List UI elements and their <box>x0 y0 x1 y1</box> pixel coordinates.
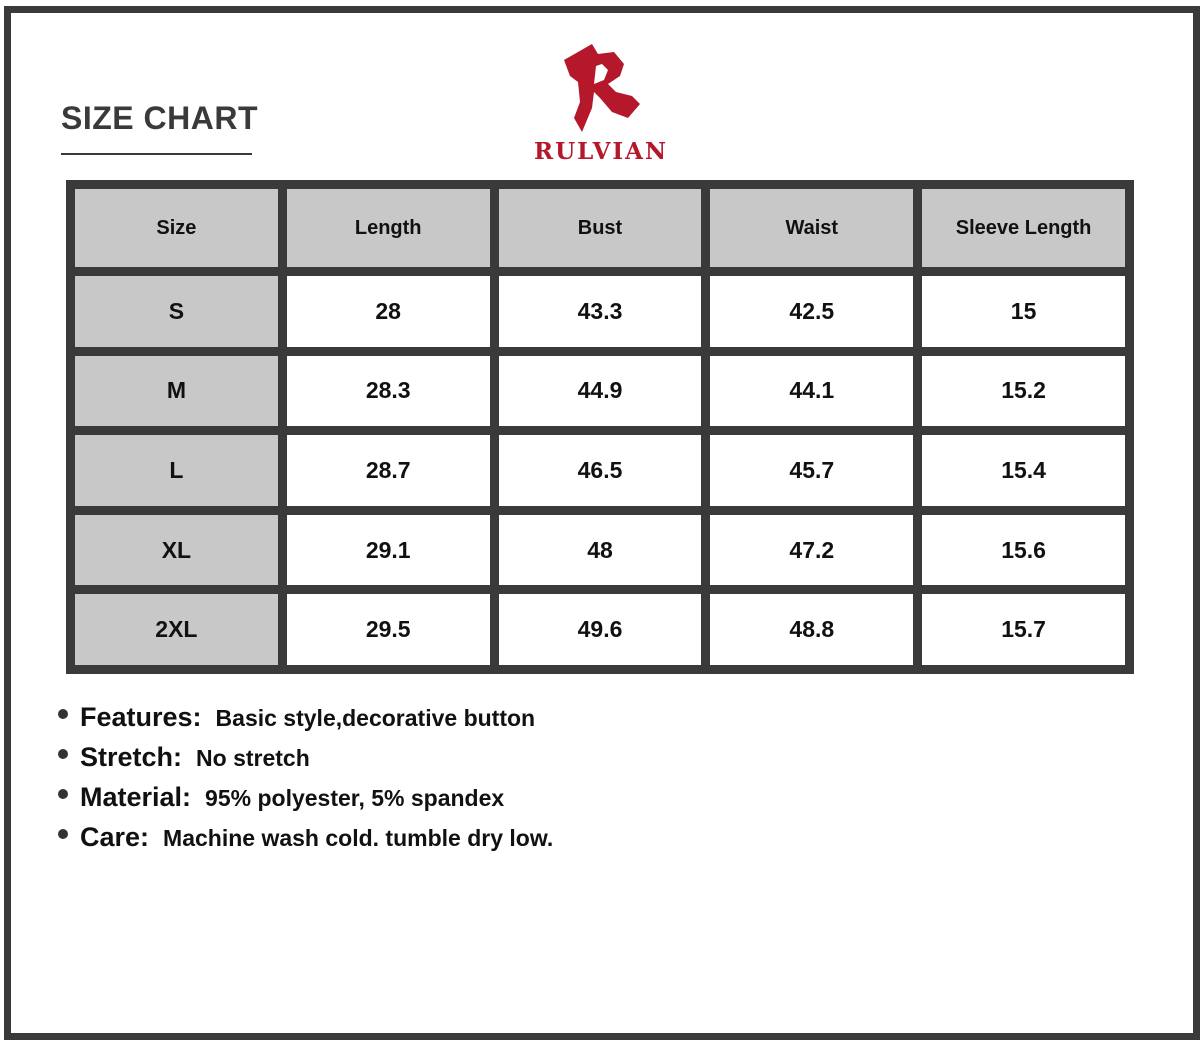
bullet-icon <box>58 709 68 719</box>
bust-cell: 46.5 <box>499 435 702 506</box>
feature-label: Stretch: <box>80 742 183 772</box>
column-header-length: Length <box>287 189 490 267</box>
feature-label: Care: <box>80 822 150 852</box>
waist-cell: 42.5 <box>710 276 913 347</box>
sleeve-length-cell: 15.7 <box>922 594 1125 665</box>
feature-label: Material: <box>80 782 192 812</box>
bust-cell: 44.9 <box>499 356 702 427</box>
list-item <box>58 742 553 782</box>
table-row <box>75 276 1125 347</box>
waist-cell: 44.1 <box>710 356 913 427</box>
sleeve-length-cell: 15.4 <box>922 435 1125 506</box>
length-cell: 29.1 <box>287 515 490 586</box>
size-cell: 2XL <box>75 594 278 665</box>
feature-value: Basic style,decorative button <box>215 705 536 731</box>
table-row <box>75 356 1125 427</box>
size-table <box>66 180 1134 674</box>
bullet-icon <box>58 749 68 759</box>
table-header-row <box>75 189 1125 267</box>
column-header-sleeve-length: Sleeve Length <box>922 189 1125 267</box>
size-cell: XL <box>75 515 278 586</box>
bullet-icon <box>58 789 68 799</box>
length-cell: 28.7 <box>287 435 490 506</box>
sleeve-length-cell: 15 <box>922 276 1125 347</box>
rulvian-r-logo-icon <box>562 42 642 134</box>
title-underline <box>61 153 252 155</box>
table-row <box>75 435 1125 506</box>
waist-cell: 45.7 <box>710 435 913 506</box>
column-header-waist: Waist <box>710 189 913 267</box>
length-cell: 28.3 <box>287 356 490 427</box>
bust-cell: 43.3 <box>499 276 702 347</box>
table-row <box>75 515 1125 586</box>
bust-cell: 48 <box>499 515 702 586</box>
sleeve-length-cell: 15.6 <box>922 515 1125 586</box>
size-cell: L <box>75 435 278 506</box>
feature-value: Machine wash cold. tumble dry low. <box>163 825 554 851</box>
bust-cell: 49.6 <box>499 594 702 665</box>
sleeve-length-cell: 15.2 <box>922 356 1125 427</box>
waist-cell: 48.8 <box>710 594 913 665</box>
bullet-icon <box>58 829 68 839</box>
size-cell: S <box>75 276 278 347</box>
list-item <box>58 822 553 862</box>
length-cell: 28 <box>287 276 490 347</box>
feature-value: 95% polyester, 5% spandex <box>205 785 505 811</box>
column-header-size: Size <box>75 189 278 267</box>
page-title: SIZE CHART <box>61 100 258 136</box>
brand-wordmark: RULVIAN <box>533 138 669 165</box>
product-features-list <box>58 702 553 862</box>
list-item <box>58 702 553 742</box>
column-header-bust: Bust <box>499 189 702 267</box>
table-row <box>75 594 1125 665</box>
length-cell: 29.5 <box>287 594 490 665</box>
feature-label: Features: <box>80 702 202 732</box>
size-cell: M <box>75 356 278 427</box>
feature-value: No stretch <box>196 745 310 771</box>
waist-cell: 47.2 <box>710 515 913 586</box>
brand-logo <box>520 42 682 166</box>
list-item <box>58 782 553 822</box>
